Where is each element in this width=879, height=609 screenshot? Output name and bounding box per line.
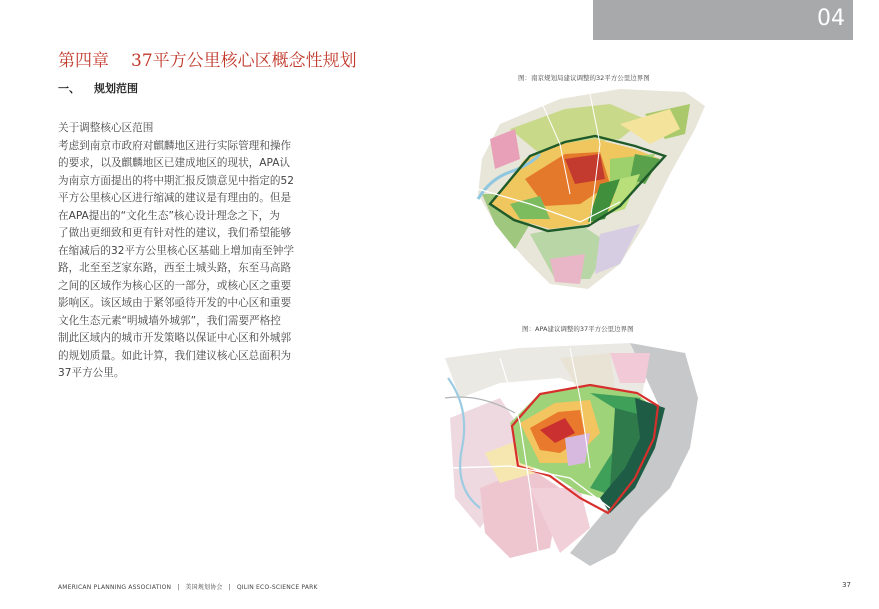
bottom-map-caption: 图：APA建议调整的37平方公里边界图 — [522, 325, 634, 333]
footer-project: QILIN ECO-SCIENCE PARK — [236, 584, 318, 591]
page-number: 37 — [842, 581, 851, 589]
footer-separator: | — [177, 584, 180, 591]
section-title: 规划范围 — [94, 82, 138, 95]
body-line: 考虑到南京市政府对麒麟地区进行实际管理和操作 — [58, 139, 292, 152]
bottom-boundary-map — [440, 338, 702, 570]
body-text — [58, 120, 320, 383]
body-line: 制此区域内的城市开发策略以保证中心区和外城郭 — [58, 332, 292, 344]
chapter-number: 第四章 — [58, 51, 109, 71]
footer-org-cn: 美国规划协会 — [185, 584, 223, 591]
body-line: 为南京方面提出的将中期汇报反馈意见中指定的52 — [58, 174, 294, 187]
top-boundary-map — [470, 84, 710, 296]
body-line: 路，北至至芝家东路，西至土城头路，东至马高路 — [58, 262, 292, 274]
body-line: 之间的区域作为核心区的一部分，或核心区之重要 — [58, 279, 292, 292]
footer — [58, 582, 318, 591]
footer-org: AMERICAN PLANNING ASSOCIATION — [58, 584, 172, 591]
page-tab — [593, 0, 853, 40]
body-line: 关于调整核心区范围 — [58, 122, 154, 134]
section-number: 一、 — [58, 82, 80, 95]
top-map-caption: 图：南京规划局建议调整的32平方公里边界图 — [518, 74, 650, 82]
body-line: 在缩减后的32平方公里核心区基础上增加南至钟学 — [58, 244, 294, 257]
body-line: 的规划质量。如此计算，我们建议核心区总面积为 — [58, 349, 292, 362]
chapter-title — [58, 46, 357, 71]
body-line: 37平方公里。 — [58, 367, 125, 379]
section-heading — [58, 80, 138, 96]
page-tab-number: 04 — [817, 6, 845, 31]
body-line: 了做出更细致和更有针对性的建议，我们希望能够 — [58, 227, 292, 239]
footer-separator: | — [228, 584, 231, 591]
chapter-name: 37平方公里核心区概念性规划 — [131, 51, 357, 71]
body-line: 的要求，以及麒麟地区已建成地区的现状，APA认 — [58, 157, 291, 169]
body-line: 文化生态元素“明城墙外城郭”，我们需要严格控 — [58, 314, 281, 327]
body-line: 平方公里核心区进行缩减的建议是有理由的。但是 — [58, 192, 292, 204]
body-line: 影响区。该区域由于紧邻亟待开发的中心区和重要 — [58, 297, 292, 309]
body-line: 在APA提出的“文化生态”核心设计理念之下，为 — [58, 209, 280, 222]
